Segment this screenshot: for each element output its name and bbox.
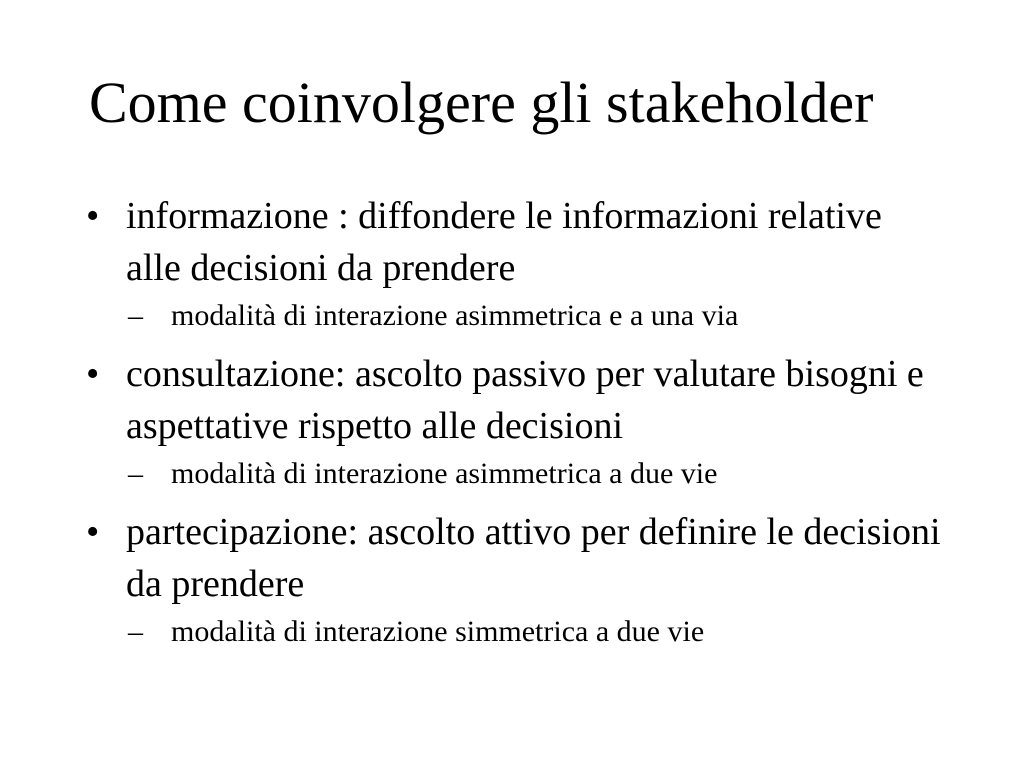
sub-item [126, 296, 946, 336]
sub-text: modalità di interazione asimmetrica a due vie [171, 457, 718, 490]
bullet-text: consultazione: ascolto passivo per valutare bisogni e aspettative rispetto alle decisioni [126, 353, 924, 447]
slide-title: Come coinvolgere gli stakeholder [89, 70, 874, 135]
sub-marker: – [128, 299, 143, 332]
bullet-item-consultazione [86, 348, 946, 494]
bullet-item-partecipazione [86, 506, 946, 652]
bullet-text: informazione : diffondere le informazioni relative alle decisioni da prendere [126, 195, 882, 289]
bullet-list [86, 190, 946, 664]
sub-marker: – [128, 457, 143, 490]
sub-text: modalità di interazione simmetrica a due vie [171, 615, 705, 648]
bullet-item-informazione [86, 190, 946, 336]
bullet-marker: • [86, 195, 100, 237]
bullet-marker: • [86, 511, 100, 553]
sub-marker: – [128, 615, 143, 648]
bullet-text: partecipazione: ascolto attivo per definire le decisioni da prendere [126, 511, 941, 605]
sub-item [126, 612, 946, 652]
sub-text: modalità di interazione asimmetrica e a una via [171, 299, 739, 332]
bullet-marker: • [86, 353, 100, 395]
sub-item [126, 454, 946, 494]
